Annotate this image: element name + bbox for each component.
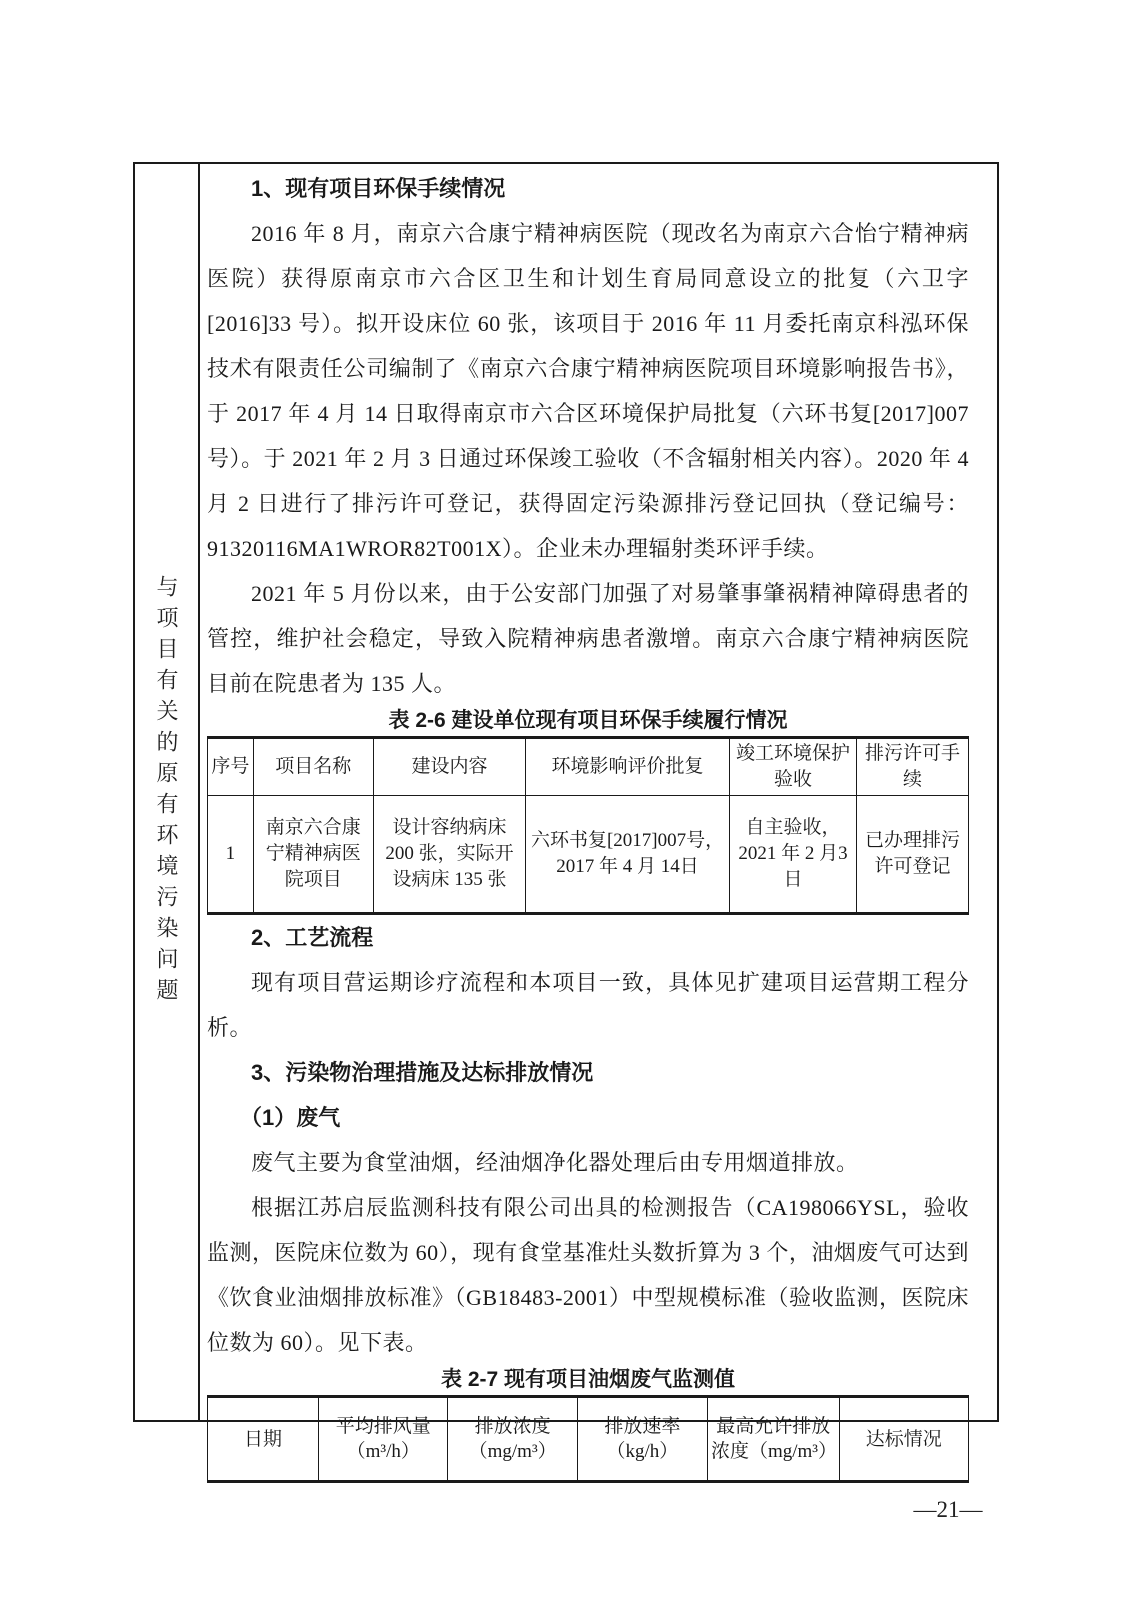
- row-label: 与项目有关的原有环境污染问题: [154, 575, 179, 1009]
- section3-heading: 3、污染物治理措施及达标排放情况: [251, 1060, 594, 1085]
- table-2-6-header-eia-approval: 环境影响评价批复: [526, 738, 730, 796]
- table-2-6-header-seq: 序号: [208, 738, 254, 796]
- table-2-6-cell-construction-content: 设计容纳病床 200 张，实际开设病床 135 张: [373, 796, 525, 914]
- section1-paragraph-1: 2016 年 8 月，南京六合康宁精神病医院（现改名为南京六合怡宁精神病医院）获得原南京市六合区卫生和计划生育局同意设立的批复（六卫字[2016]33 号）。拟开设床位 60 张，该项目于 2016 年 11 月委托南京科泓环保技术有限责任公司编制了《南京六合康宁精神病医院项目环境影响报告书》，于 2017 年 4 月 14 日取得南京市六合区环境保护局批复（六环书复[2017]007 号）。于 2021 年 2 月 3 日通过环保竣工验收（不含辐射相关内容）。2020 年 4 月 2 日进行了排污许可登记，获得固定污染源排污登记回执（登记编号：91320116MA1WROR82T001X）。企业未办理辐射类环评手续。: [207, 221, 969, 561]
- table-2-6-header-project-name: 项目名称: [253, 738, 373, 796]
- content-frame: [133, 162, 999, 1462]
- section2-heading: 2、工艺流程: [251, 925, 374, 950]
- table-2-6-title: 表 2-6 建设单位现有项目环保手续履行情况: [388, 709, 788, 732]
- page-number: —21—: [913, 1497, 983, 1522]
- table-2-6-cell-discharge-permit: 已办理排污许可登记: [857, 796, 969, 914]
- table-2-7-header-compliance-status: 达标情况: [839, 1397, 968, 1482]
- table-2-7-header-emission-concentration: 排放浓度 （mg/m³）: [448, 1397, 577, 1482]
- table-2-7-header-max-allowed-concentration: 最高允许排放浓度（mg/m³）: [707, 1397, 839, 1482]
- table-2-6-header-acceptance: 竣工环境保护验收: [730, 738, 857, 796]
- table-2-7-title: 表 2-7 现有项目油烟废气监测值: [440, 1368, 736, 1391]
- section2-paragraph: 现有项目营运期诊疗流程和本项目一致，具体见扩建项目运营期工程分析。: [207, 970, 969, 1040]
- table-row: [208, 796, 969, 914]
- table-2-6-cell-eia-approval: 六环书复[2017]007号，2017 年 4 月 14日: [526, 796, 730, 914]
- table-2-6-cell-project-name: 南京六合康宁精神病医院项目: [253, 796, 373, 914]
- table-2-6-header-discharge-permit: 排污许可手续: [857, 738, 969, 796]
- section3-subheading-waste-gas: （1）废气: [240, 1105, 341, 1130]
- table-2-6-cell-seq: 1: [208, 796, 254, 914]
- table-2-7-header-row: [208, 1397, 969, 1482]
- table-2-6-header-construction-content: 建设内容: [373, 738, 525, 796]
- table-2-7-header-avg-exhaust-volume: 平均排风量 （m³/h）: [319, 1397, 448, 1482]
- section1-heading: 1、现有项目环保手续情况: [251, 176, 506, 201]
- section1-paragraph-2: 2021 年 5 月份以来，由于公安部门加强了对易肇事肇祸精神障碍患者的管控，维护社会稳定，导致入院精神病患者激增。南京六合康宁精神病医院目前在院患者为 135 人。: [207, 581, 969, 696]
- row-label-column: [135, 164, 200, 1420]
- section3-paragraph-1: 废气主要为食堂油烟，经油烟净化器处理后由专用烟道排放。: [251, 1150, 859, 1175]
- section3-paragraph-2: 根据江苏启辰监测科技有限公司出具的检测报告（CA198066YSL，验收监测，医院床位数为 60），现有食堂基准灶头数折算为 3 个，油烟废气可达到《饮食业油烟排放标准》（GB18483-2001）中型规模标准（验收监测，医院床位数为 60）。见下表。: [207, 1195, 969, 1355]
- table-2-6-cell-acceptance: 自主验收，2021 年 2 月3 日: [730, 796, 857, 914]
- table-2-7-header-date: 日期: [208, 1397, 319, 1482]
- table-2-7: [207, 1395, 969, 1483]
- table-2-7-header-emission-rate: 排放速率 （kg/h）: [577, 1397, 707, 1482]
- table-2-6-header-row: [208, 738, 969, 796]
- content-cell: [200, 164, 997, 1462]
- table-2-6: [207, 736, 969, 915]
